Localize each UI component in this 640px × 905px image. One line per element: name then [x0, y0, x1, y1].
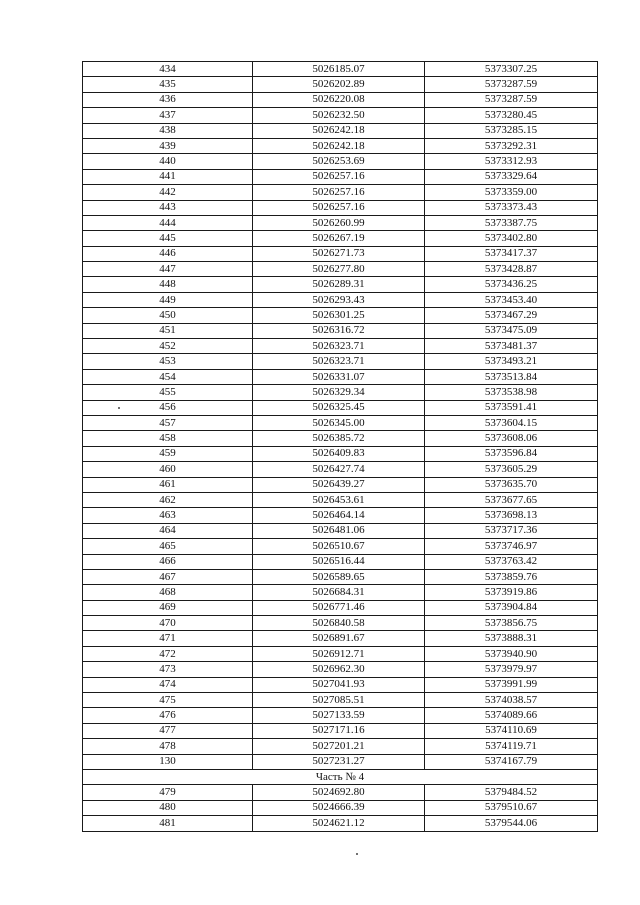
y-coordinate-cell: 5373859.76: [425, 569, 598, 584]
x-coordinate-cell: 5026323.71: [253, 354, 425, 369]
scan-speck: [356, 853, 358, 855]
table-row: [83, 662, 598, 677]
y-coordinate-cell: 5373698.13: [425, 508, 598, 523]
y-coordinate-cell: 5373467.29: [425, 308, 598, 323]
point-number-cell: 453: [83, 354, 253, 369]
table-row: [83, 200, 598, 215]
y-coordinate-cell: 5373475.09: [425, 323, 598, 338]
x-coordinate-cell: 5026771.46: [253, 600, 425, 615]
x-coordinate-cell: 5026267.19: [253, 231, 425, 246]
x-coordinate-cell: 5026220.08: [253, 92, 425, 107]
table-row: [83, 446, 598, 461]
x-coordinate-cell: 5024621.12: [253, 816, 425, 831]
y-coordinate-cell: 5373746.97: [425, 539, 598, 554]
point-number-cell: 438: [83, 123, 253, 138]
point-number-cell: 467: [83, 569, 253, 584]
y-coordinate-cell: 5374119.71: [425, 739, 598, 754]
y-coordinate-cell: 5374167.79: [425, 754, 598, 769]
x-coordinate-cell: 5027085.51: [253, 693, 425, 708]
x-coordinate-cell: 5026329.34: [253, 385, 425, 400]
point-number-cell: 442: [83, 185, 253, 200]
point-number-cell: 450: [83, 308, 253, 323]
x-coordinate-cell: 5026257.16: [253, 185, 425, 200]
x-coordinate-cell: 5024666.39: [253, 800, 425, 815]
y-coordinate-cell: 5373417.37: [425, 246, 598, 261]
x-coordinate-cell: 5026331.07: [253, 369, 425, 384]
x-coordinate-cell: 5026289.31: [253, 277, 425, 292]
table-row: [83, 400, 598, 415]
y-coordinate-cell: 5373991.99: [425, 677, 598, 692]
y-coordinate-cell: 5373453.40: [425, 292, 598, 307]
table-row: [83, 277, 598, 292]
table-row: [83, 569, 598, 584]
point-number-cell: 443: [83, 200, 253, 215]
y-coordinate-cell: 5373608.06: [425, 431, 598, 446]
x-coordinate-cell: 5026253.69: [253, 154, 425, 169]
point-number-cell: 468: [83, 585, 253, 600]
y-coordinate-cell: 5373677.65: [425, 492, 598, 507]
y-coordinate-cell: 5373979.97: [425, 662, 598, 677]
x-coordinate-cell: 5026232.50: [253, 108, 425, 123]
x-coordinate-cell: 5026516.44: [253, 554, 425, 569]
point-number-cell: 466: [83, 554, 253, 569]
y-coordinate-cell: 5373904.84: [425, 600, 598, 615]
x-coordinate-cell: 5026385.72: [253, 431, 425, 446]
y-coordinate-cell: 5379484.52: [425, 785, 598, 800]
table-row: [83, 508, 598, 523]
point-number-cell: 458: [83, 431, 253, 446]
point-number-cell: 460: [83, 462, 253, 477]
point-number-cell: 440: [83, 154, 253, 169]
table-row: [83, 585, 598, 600]
point-number-cell: 130: [83, 754, 253, 769]
x-coordinate-cell: 5026427.74: [253, 462, 425, 477]
table-row: [83, 785, 598, 800]
y-coordinate-cell: 5373888.31: [425, 631, 598, 646]
y-coordinate-cell: 5374089.66: [425, 708, 598, 723]
x-coordinate-cell: 5026260.99: [253, 215, 425, 230]
x-coordinate-cell: 5026257.16: [253, 169, 425, 184]
y-coordinate-cell: 5373329.64: [425, 169, 598, 184]
table-row: [83, 816, 598, 831]
point-number-cell: 437: [83, 108, 253, 123]
x-coordinate-cell: 5026325.45: [253, 400, 425, 415]
x-coordinate-cell: 5027171.16: [253, 723, 425, 738]
x-coordinate-cell: 5026293.43: [253, 292, 425, 307]
y-coordinate-cell: 5373604.15: [425, 415, 598, 430]
table-row: [83, 477, 598, 492]
x-coordinate-cell: 5026323.71: [253, 339, 425, 354]
y-coordinate-cell: 5373292.31: [425, 138, 598, 153]
point-number-cell: 479: [83, 785, 253, 800]
y-coordinate-cell: 5373596.84: [425, 446, 598, 461]
table-row: [83, 185, 598, 200]
x-coordinate-cell: 5026185.07: [253, 62, 425, 77]
y-coordinate-cell: 5373538.98: [425, 385, 598, 400]
y-coordinate-cell: 5373373.43: [425, 200, 598, 215]
table-row: [83, 708, 598, 723]
x-coordinate-cell: 5027231.27: [253, 754, 425, 769]
y-coordinate-cell: 5373402.80: [425, 231, 598, 246]
x-coordinate-cell: 5026962.30: [253, 662, 425, 677]
y-coordinate-cell: 5373312.93: [425, 154, 598, 169]
point-number-cell: 445: [83, 231, 253, 246]
table-row: [83, 523, 598, 538]
table-row: [83, 800, 598, 815]
y-coordinate-cell: 5373307.25: [425, 62, 598, 77]
y-coordinate-cell: 5373635.70: [425, 477, 598, 492]
table-row: [83, 600, 598, 615]
point-number-cell: 463: [83, 508, 253, 523]
table-row: [83, 385, 598, 400]
x-coordinate-cell: 5026481.06: [253, 523, 425, 538]
x-coordinate-cell: 5026453.61: [253, 492, 425, 507]
y-coordinate-cell: 5373763.42: [425, 554, 598, 569]
x-coordinate-cell: 5026277.80: [253, 262, 425, 277]
x-coordinate-cell: 5026316.72: [253, 323, 425, 338]
y-coordinate-cell: 5373919.86: [425, 585, 598, 600]
y-coordinate-cell: 5379544.06: [425, 816, 598, 831]
point-number-cell: 441: [83, 169, 253, 184]
point-number-cell: 451: [83, 323, 253, 338]
y-coordinate-cell: 5374110.69: [425, 723, 598, 738]
point-number-cell: 470: [83, 616, 253, 631]
y-coordinate-cell: 5373287.59: [425, 77, 598, 92]
y-coordinate-cell: 5373481.37: [425, 339, 598, 354]
table-row: [83, 554, 598, 569]
table-row: [83, 292, 598, 307]
y-coordinate-cell: 5373285.15: [425, 123, 598, 138]
table-row: [83, 431, 598, 446]
x-coordinate-cell: 5026439.27: [253, 477, 425, 492]
table-row: [83, 339, 598, 354]
point-number-cell: 456: [83, 400, 253, 415]
point-number-cell: 459: [83, 446, 253, 461]
point-number-cell: 444: [83, 215, 253, 230]
x-coordinate-cell: 5026271.73: [253, 246, 425, 261]
point-number-cell: 436: [83, 92, 253, 107]
point-number-cell: 478: [83, 739, 253, 754]
section-heading: Часть № 4: [83, 769, 598, 784]
table-row: [83, 62, 598, 77]
point-number-cell: 472: [83, 646, 253, 661]
table-row: [83, 323, 598, 338]
y-coordinate-cell: 5373428.87: [425, 262, 598, 277]
table-row: [83, 646, 598, 661]
x-coordinate-cell: 5026345.00: [253, 415, 425, 430]
x-coordinate-cell: 5026912.71: [253, 646, 425, 661]
table-row: [83, 308, 598, 323]
point-number-cell: 471: [83, 631, 253, 646]
y-coordinate-cell: 5373591.41: [425, 400, 598, 415]
x-coordinate-cell: 5026242.18: [253, 123, 425, 138]
table-row: [83, 154, 598, 169]
table-row: [83, 693, 598, 708]
point-number-cell: 464: [83, 523, 253, 538]
point-number-cell: 454: [83, 369, 253, 384]
y-coordinate-cell: 5379510.67: [425, 800, 598, 815]
y-coordinate-cell: 5373513.84: [425, 369, 598, 384]
table-row: [83, 492, 598, 507]
point-number-cell: 481: [83, 816, 253, 831]
table-row: [83, 108, 598, 123]
table-row: [83, 169, 598, 184]
x-coordinate-cell: 5026891.67: [253, 631, 425, 646]
table-row: [83, 77, 598, 92]
y-coordinate-cell: 5373387.75: [425, 215, 598, 230]
table-row: [83, 754, 598, 769]
point-number-cell: 461: [83, 477, 253, 492]
x-coordinate-cell: 5026684.31: [253, 585, 425, 600]
x-coordinate-cell: 5026242.18: [253, 138, 425, 153]
table-row: [83, 92, 598, 107]
table-row: [83, 123, 598, 138]
point-number-cell: 434: [83, 62, 253, 77]
point-number-cell: 475: [83, 693, 253, 708]
table-row: [83, 539, 598, 554]
point-number-cell: 439: [83, 138, 253, 153]
y-coordinate-cell: 5373287.59: [425, 92, 598, 107]
x-coordinate-cell: 5026409.83: [253, 446, 425, 461]
table-row: [83, 739, 598, 754]
table-row: [83, 231, 598, 246]
y-coordinate-cell: 5373493.21: [425, 354, 598, 369]
point-number-cell: 469: [83, 600, 253, 615]
point-number-cell: 447: [83, 262, 253, 277]
point-number-cell: 473: [83, 662, 253, 677]
y-coordinate-cell: 5374038.57: [425, 693, 598, 708]
table-row: [83, 369, 598, 384]
table-row: [83, 246, 598, 261]
table-row: [83, 354, 598, 369]
x-coordinate-cell: 5027041.93: [253, 677, 425, 692]
point-number-cell: 476: [83, 708, 253, 723]
x-coordinate-cell: 5027133.59: [253, 708, 425, 723]
x-coordinate-cell: 5024692.80: [253, 785, 425, 800]
y-coordinate-cell: 5373940.90: [425, 646, 598, 661]
x-coordinate-cell: 5026257.16: [253, 200, 425, 215]
x-coordinate-cell: 5026464.14: [253, 508, 425, 523]
table-row: [83, 415, 598, 430]
point-number-cell: 448: [83, 277, 253, 292]
y-coordinate-cell: 5373436.25: [425, 277, 598, 292]
x-coordinate-cell: 5026202.89: [253, 77, 425, 92]
point-number-cell: 449: [83, 292, 253, 307]
y-coordinate-cell: 5373717.36: [425, 523, 598, 538]
x-coordinate-cell: 5027201.21: [253, 739, 425, 754]
coordinates-table: [82, 61, 598, 832]
table-row: [83, 677, 598, 692]
y-coordinate-cell: 5373280.45: [425, 108, 598, 123]
y-coordinate-cell: 5373856.75: [425, 616, 598, 631]
table-row: [83, 138, 598, 153]
section-heading-row: [83, 769, 598, 784]
x-coordinate-cell: 5026301.25: [253, 308, 425, 323]
point-number-cell: 465: [83, 539, 253, 554]
table-row: [83, 723, 598, 738]
point-number-cell: 480: [83, 800, 253, 815]
point-number-cell: 477: [83, 723, 253, 738]
table-row: [83, 616, 598, 631]
table-row: [83, 462, 598, 477]
point-number-cell: 457: [83, 415, 253, 430]
table-row: [83, 631, 598, 646]
point-number-cell: 435: [83, 77, 253, 92]
point-number-cell: 452: [83, 339, 253, 354]
table-row: [83, 215, 598, 230]
x-coordinate-cell: 5026589.65: [253, 569, 425, 584]
point-number-cell: 455: [83, 385, 253, 400]
point-number-cell: 446: [83, 246, 253, 261]
coordinates-table-body: [83, 62, 598, 832]
y-coordinate-cell: 5373605.29: [425, 462, 598, 477]
point-number-cell: 474: [83, 677, 253, 692]
point-number-cell: 462: [83, 492, 253, 507]
y-coordinate-cell: 5373359.00: [425, 185, 598, 200]
x-coordinate-cell: 5026510.67: [253, 539, 425, 554]
x-coordinate-cell: 5026840.58: [253, 616, 425, 631]
table-row: [83, 262, 598, 277]
